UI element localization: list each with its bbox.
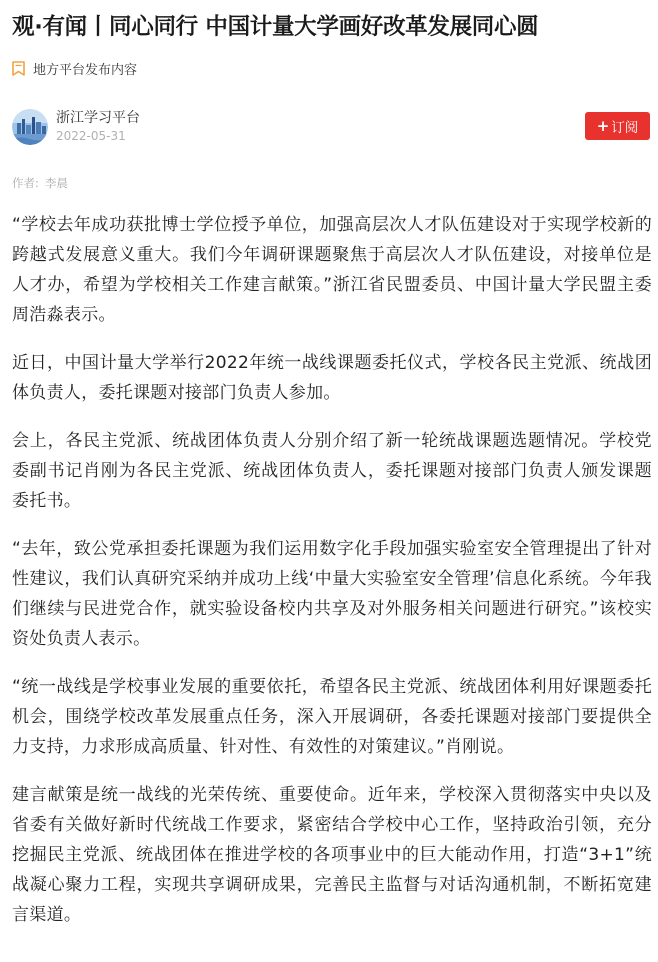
plus-icon: + [596,116,610,135]
source-row [12,58,137,78]
paragraph: 会上，各民主党派、统战团体负责人分别介绍了新一轮统战课题选题情况。学校党委副书记肖刚为各民主党派、统战团体负责人，委托课题对接部门负责人颁发课题委托书。 [12,431,652,511]
paragraph: “学校去年成功获批博士学位授予单位，加强高层次人才队伍建设对于实现学校新的跨越式发展意义重大。我们今年调研课题聚焦于高层次人才队伍建设，对接单位是人才办，希望为学校相关工作建言献策。”浙江省民盟委员、中国计量大学民盟主委周浩淼表示。 [12,215,652,325]
bookmark-icon [12,61,25,76]
subscribe-label: 订阅 [611,120,639,136]
paragraph: “统一战线是学校事业发展的重要依托，希望各民主党派、统战团体利用好课题委托机会，围绕学校改革发展重点任务，深入开展调研，各委托课题对接部门要提供全力支持，力求形成高质量、针对性、有效性的对策建议。”肖刚说。 [12,677,652,757]
article-body [12,210,652,948]
article-title: 观·有闻丨同心同行 中国计量大学画好改革发展同心圆 [12,14,539,40]
author-prefix: 作者: [12,176,39,190]
publisher-avatar[interactable] [12,109,48,145]
publish-date: 2022-05-31 [56,129,126,143]
publisher-name[interactable]: 浙江学习平台 [56,110,140,126]
paragraph: “去年，致公党承担委托课题为我们运用数字化手段加强实验室安全管理提出了针对性建议，我们认真研究采纳并成功上线‘中量大实验室安全管理’信息化系统。今年我们继续与民进党合作，就实验设备校内共享及对外服务相关问题进行研究。”该校实资处负责人表示。 [12,539,652,649]
paragraph: 近日，中国计量大学举行2022年统一战线课题委托仪式，学校各民主党派、统战团体负责人，委托课题对接部门负责人参加。 [12,353,652,403]
author-name: 李晨 [44,176,68,190]
subscribe-button[interactable] [585,112,650,140]
paragraph: 建言献策是统一战线的光荣传统、重要使命。近年来，学校深入贯彻落实中央以及省委有关做好新时代统战工作要求，紧密结合学校中心工作，坚持政治引领，充分挖掘民主党派、统战团体在推进学校的各项事业中的巨大能动作用，打造“3+1”统战凝心聚力工程，实现共享调研成果，完善民主监督与对话沟通机制，不断拓宽建言渠道。 [12,785,652,925]
source-label: 地方平台发布内容 [33,62,138,78]
author-line [12,175,74,191]
